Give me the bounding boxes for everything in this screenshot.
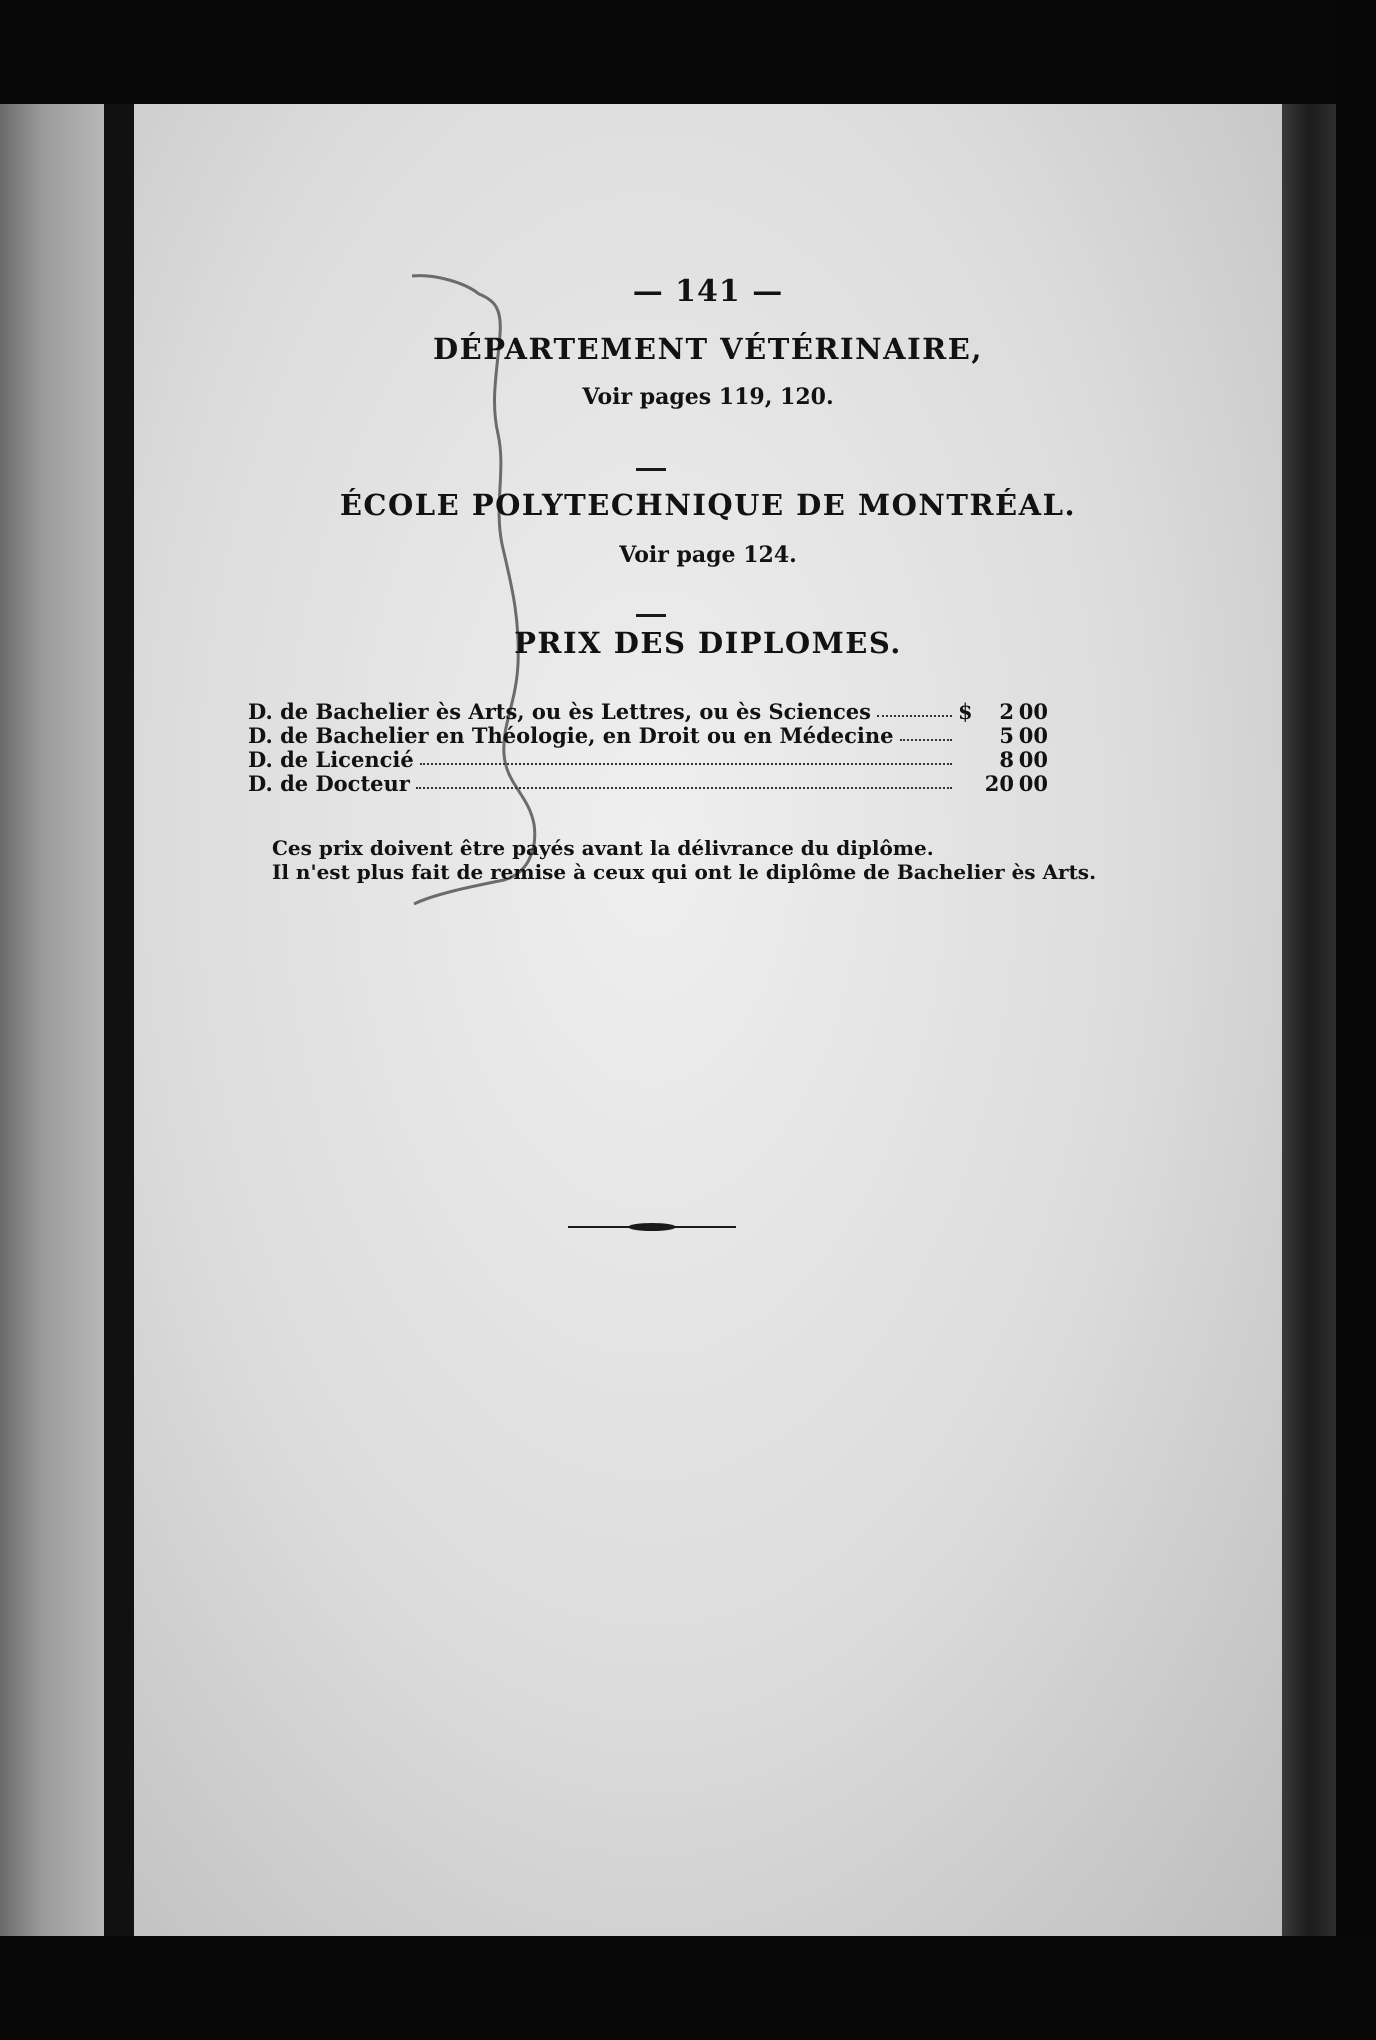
ornament-rule xyxy=(568,1221,736,1233)
price-note: Ces prix doivent être payés avant la délivrance du diplôme. xyxy=(272,836,934,860)
price-row xyxy=(248,772,1048,796)
document-page xyxy=(134,104,1282,1936)
book-gutter xyxy=(104,104,134,1936)
film-border-bottom xyxy=(0,1936,1376,2040)
price-cents: 00 xyxy=(1018,723,1048,748)
dot-leader xyxy=(416,787,952,789)
page-number: — 141 — xyxy=(632,274,784,309)
price-label: D. de Licencié xyxy=(248,747,414,772)
section-ref-veterinaire: Voir pages 119, 120. xyxy=(582,384,834,410)
price-amount: 8 xyxy=(999,747,1014,772)
price-cents: 00 xyxy=(1018,699,1048,724)
separator-dash xyxy=(636,614,666,617)
dot-leader xyxy=(877,715,952,717)
section-title-veterinaire: DÉPARTEMENT VÉTÉRINAIRE, xyxy=(433,332,983,366)
price-amount: 2 xyxy=(999,699,1014,724)
adjacent-page-edge xyxy=(0,104,104,1936)
page-stack-edge xyxy=(1282,104,1336,1936)
price-row xyxy=(248,724,1048,748)
price-label: D. de Docteur xyxy=(248,771,410,796)
price-cents: 00 xyxy=(1018,747,1048,772)
section-title-prix: PRIX DES DIPLOMES. xyxy=(514,626,902,660)
section-ref-polytechnique: Voir page 124. xyxy=(619,542,797,568)
film-border-right xyxy=(1336,0,1376,2040)
price-amount: 20 xyxy=(984,771,1014,796)
film-border-top xyxy=(0,0,1376,104)
price-list xyxy=(248,700,1048,796)
price-amount: 5 xyxy=(999,723,1014,748)
section-title-polytechnique: ÉCOLE POLYTECHNIQUE DE MONTRÉAL. xyxy=(339,488,1077,522)
price-note: Il n'est plus fait de remise à ceux qui ont le diplôme de Bachelier ès Arts. xyxy=(272,860,1097,884)
price-row xyxy=(248,748,1048,772)
paper-tear-line xyxy=(134,104,1282,1936)
price-label: D. de Bachelier ès Arts, ou ès Lettres, ou ès Sciences xyxy=(248,699,871,724)
price-currency: $ xyxy=(958,699,973,724)
price-row xyxy=(248,700,1048,724)
price-label: D. de Bachelier en Théologie, en Droit ou en Médecine xyxy=(248,723,894,748)
dot-leader xyxy=(420,763,952,765)
price-cents: 00 xyxy=(1018,771,1048,796)
dot-leader xyxy=(900,739,952,741)
separator-dash xyxy=(636,468,666,471)
